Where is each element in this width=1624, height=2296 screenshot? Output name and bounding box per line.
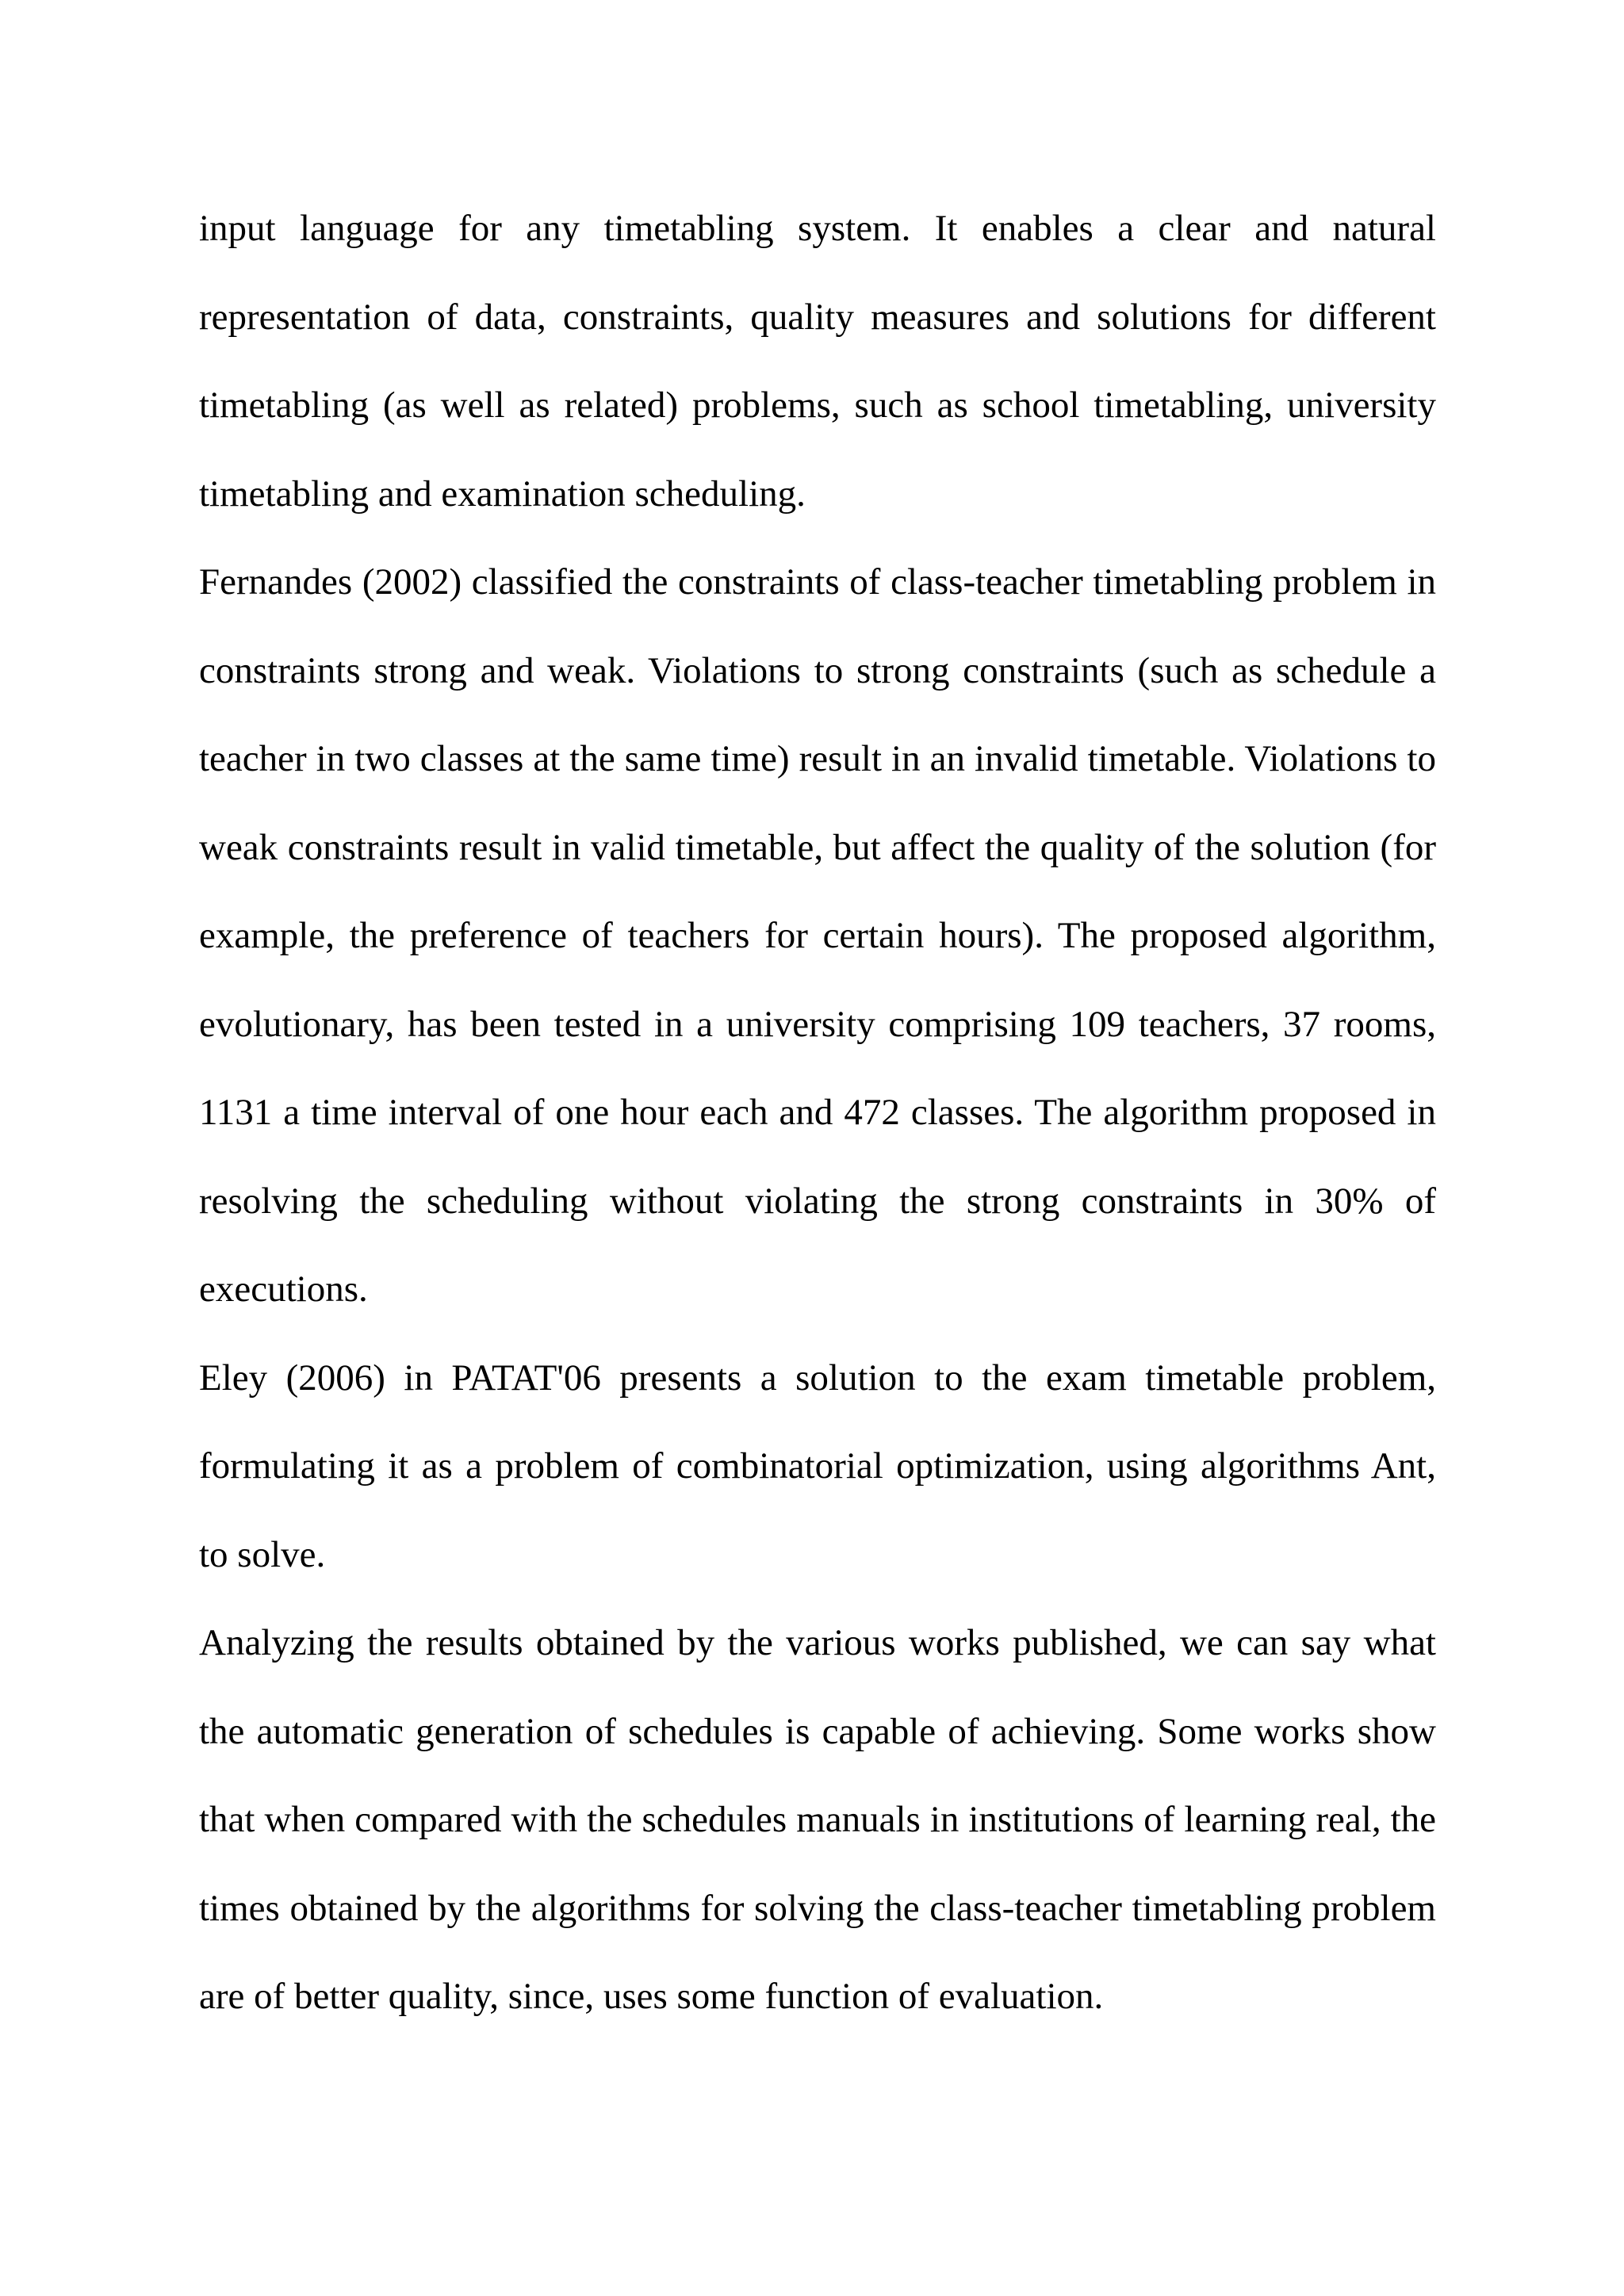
paragraph-fernandes-2002: Fernandes (2002) classified the constraints of class-teacher timetabling problem in constraints strong and weak. Violations to strong constraints (such as schedule a teacher in two classes at the same time) result in an invalid timetable. Violations to weak constraints result in valid timetable, but affect the quality of the solution (for example, the preference of teachers for certain hours). The proposed algorithm, evolutionary, has been tested in a university comprising 109 teachers, 37 rooms, 1131 a time interval of one hour each and 472 classes. The algorithm proposed in resolving the scheduling without violating the strong constraints in 30% of executions.: [199, 561, 1436, 1310]
paragraph-eley-2006: Eley (2006) in PATAT'06 presents a solution to the exam timetable problem, formulating it as a problem of combinatorial optimization, using algorithms Ant, to solve.: [199, 1357, 1436, 1575]
paragraph-timetabling-language: input language for any timetabling system. It enables a clear and natural representation of data, constraints, quality measures and solutions for different timetabling (as well as related) problems, such as school timetabling, university timetabling and examination scheduling.: [199, 208, 1436, 515]
paragraph-analysis: Analyzing the results obtained by the various works published, we can say what the automatic generation of schedules is capable of achieving. Some works show that when compared with the schedules manuals in institutions of learning real, the times obtained by the algorithms for solving the class-teacher timetabling problem are of better quality, since, uses some function of evaluation.: [199, 1622, 1436, 2017]
body-text: [199, 185, 1436, 2042]
